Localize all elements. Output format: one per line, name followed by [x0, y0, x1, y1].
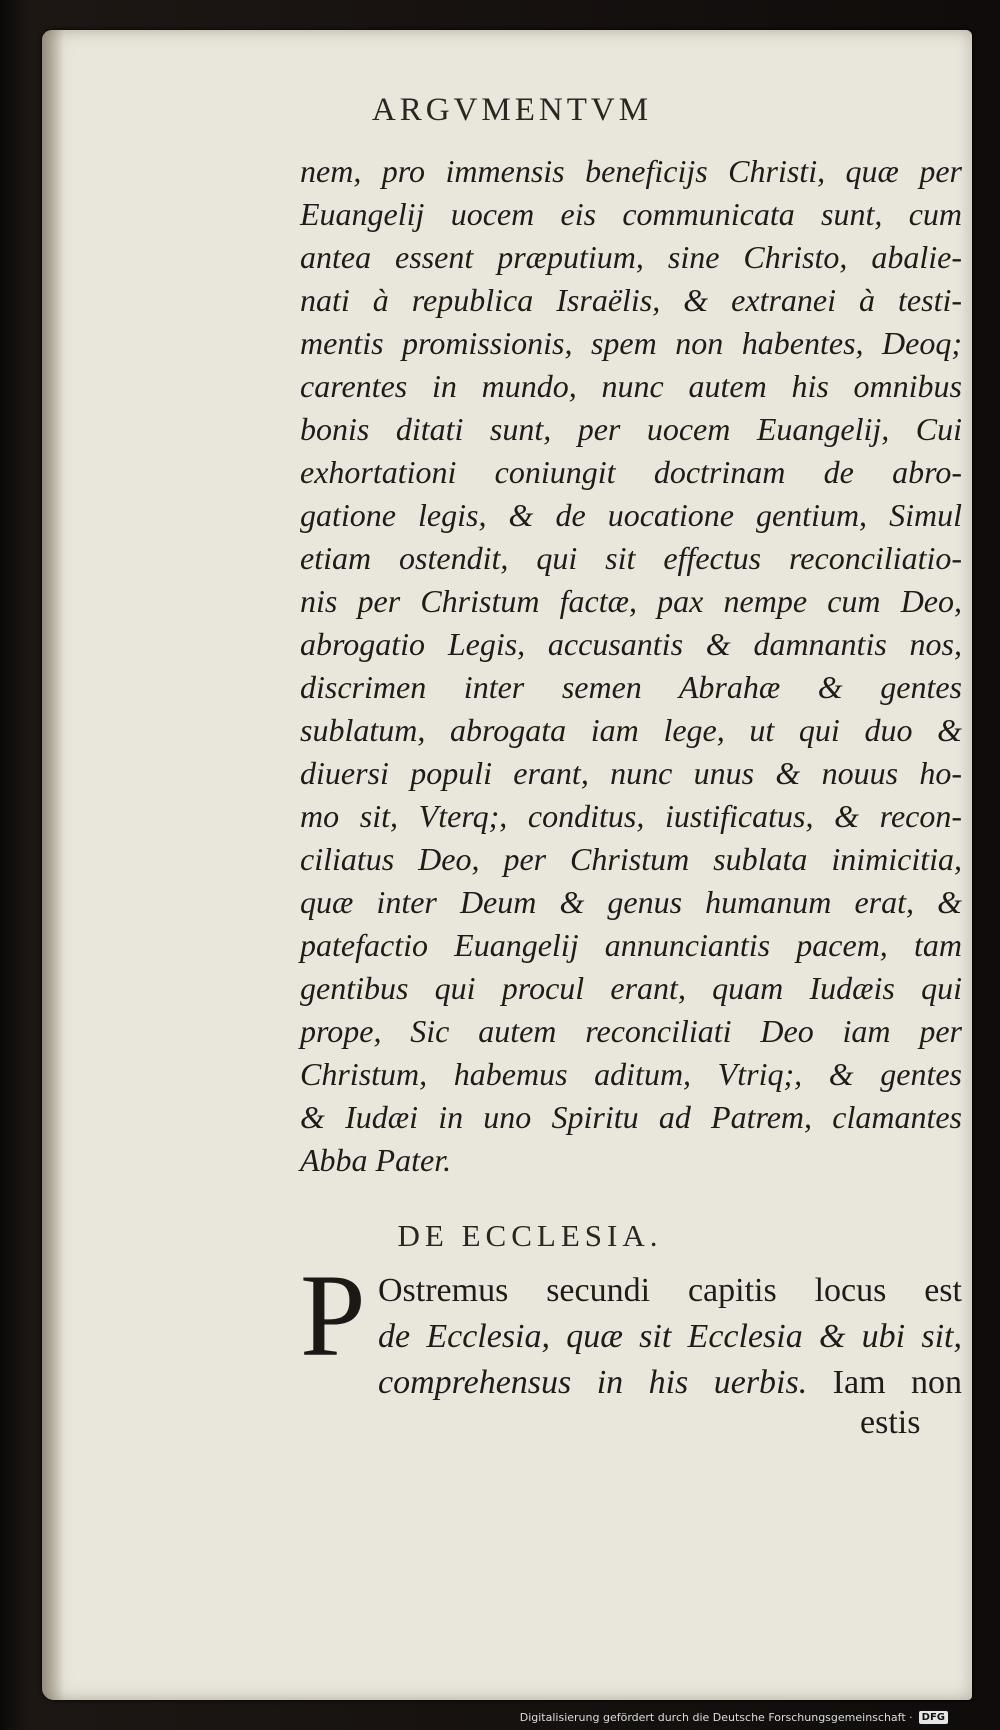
text-line: patefactio Euangelij annunciantis pacem, tam [300, 927, 962, 963]
text-line: abrogatio Legis, accusantis & damnantis nos, [300, 626, 962, 662]
text-line: Euangelij uocem eis communicata sunt, cum [300, 196, 962, 232]
text-line: nem, pro immensis beneficijs Christi, quæ per [300, 153, 962, 189]
text-line: exhortationi coniungit doctrinam de abro- [300, 454, 962, 490]
text-line: diuersi populi erant, nunc unus & nouus ho- [300, 755, 962, 791]
paragraph-line [378, 1360, 962, 1406]
paragraph-line-italic: comprehensus in his uerbis. [378, 1364, 808, 1401]
text-line: antea essent præputium, sine Christo, abalie- [300, 239, 962, 275]
text-line: ciliatus Deo, per Christum sublata inimicitia, [300, 841, 962, 877]
text-line: nis per Christum factæ, pax nempe cum Deo, [300, 583, 962, 619]
text-line: Abba Pater. [300, 1142, 452, 1178]
text-line: prope, Sic autem reconciliati Deo iam per [300, 1013, 962, 1049]
text-line: nati à republica Israëlis, & extranei à testi- [300, 282, 962, 318]
paragraph-line-roman: Iam non [807, 1364, 962, 1401]
body-text [300, 150, 962, 1182]
gutter-shadow [42, 30, 64, 1700]
text-line: Christum, habemus aditum, Vtriq;, & gentes [300, 1056, 962, 1092]
paragraph-line: de Ecclesia, quæ sit Ecclesia & ubi sit, [378, 1318, 962, 1355]
text-line: discrimen inter semen Abrahæ & gentes [300, 669, 962, 705]
text-line: gentibus qui procul erant, quam Iudæis qui [300, 970, 962, 1006]
text-line: etiam ostendit, qui sit effectus reconciliatio- [300, 540, 962, 576]
paragraph-line: Ostremus secundi capitis locus est [378, 1272, 962, 1309]
text-line: & Iudæi in uno Spiritu ad Patrem, clamantes [300, 1099, 962, 1135]
footer-credit-text: Digitalisierung gefördert durch die Deutsche Forschungsgemeinschaft · [519, 1711, 913, 1724]
drop-capital: P [300, 1250, 366, 1381]
section-heading: DE ECCLESIA. [397, 1218, 663, 1253]
text-line: mo sit, Vterq;, conditus, iustificatus, & recon- [300, 798, 962, 834]
dfg-logo: DFG [919, 1711, 948, 1724]
text-line: sublatum, abrogata iam lege, ut qui duo & [300, 712, 962, 748]
text-line: bonis ditati sunt, per uocem Euangelij, Cui [300, 411, 962, 447]
running-head: ARGVMENTVM [371, 92, 653, 128]
text-line: carentes in mundo, nunc autem his omnibus [300, 368, 962, 404]
text-line: gatione legis, & de uocatione gentium, Simul [300, 497, 962, 533]
catchword: estis [860, 1404, 921, 1441]
text-line: quæ inter Deum & genus humanum erat, & [300, 884, 962, 920]
footer-credit [520, 1711, 948, 1724]
paragraph [378, 1268, 962, 1406]
text-line: mentis promissionis, spem non habentes, Deoq; [300, 325, 962, 361]
